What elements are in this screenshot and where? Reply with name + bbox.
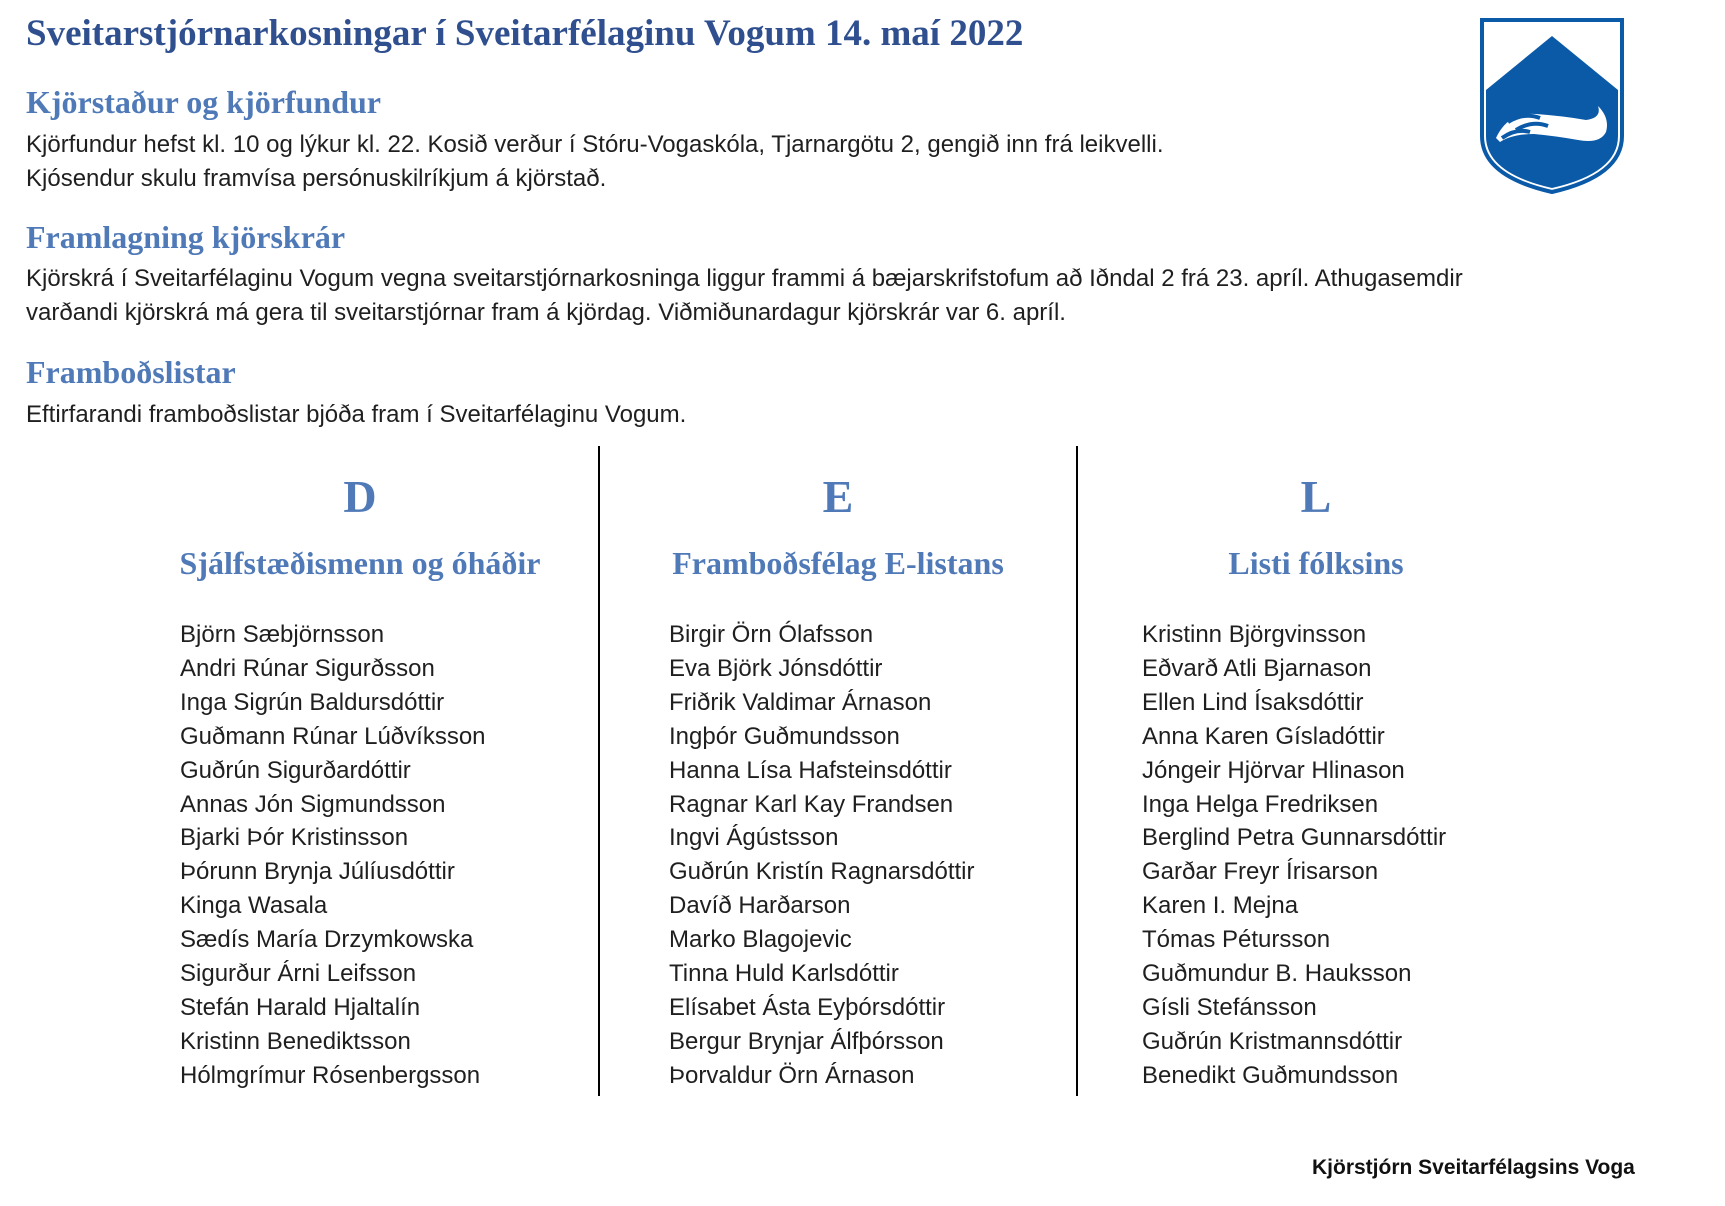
candidate-name: Björn Sæbjörnsson: [180, 621, 385, 648]
party-name-d: Sjálfstæðismenn og óháðir: [179, 545, 541, 581]
candidate-name: Friðrik Valdimar Árnason: [669, 688, 932, 716]
polling-text-line-2: Kjósendur skulu framvísa persónuskilríkjum á kjörstað.: [26, 165, 607, 192]
candidate-name: Karen I. Mejna: [1142, 892, 1299, 920]
section-heading-lists: Framboðslistar: [26, 354, 236, 390]
candidate-name: Þorvaldur Örn Árnason: [669, 1061, 915, 1089]
candidate-name: Eðvarð Atli Bjarnason: [1142, 654, 1372, 682]
register-text-line-1: Kjörskrá í Sveitarfélaginu Vogum vegna sveitarstjórnarkosninga liggur frammi á bæjarskrifstofum að Iðndal 2 frá 23. apríl. Athugasemdir: [26, 265, 1463, 292]
candidate-name: Ragnar Karl Kay Frandsen: [669, 790, 954, 818]
candidate-name: Tómas Pétursson: [1142, 926, 1331, 954]
column-divider-2: [1076, 446, 1078, 1096]
candidate-name: Berglind Petra Gunnarsdóttir: [1142, 824, 1447, 852]
candidate-name: Benedikt Guðmundsson: [1142, 1061, 1399, 1089]
candidate-name: Þórunn Brynja Júlíusdóttir: [180, 858, 455, 886]
candidate-name: Anna Karen Gísladóttir: [1142, 722, 1385, 750]
candidate-name: Garðar Freyr Írisarson: [1142, 858, 1379, 886]
column-divider-1: [598, 446, 600, 1096]
candidate-list-e: [669, 618, 974, 1093]
candidate-name: Tinna Huld Karlsdóttir: [669, 960, 899, 988]
candidate-name: Davíð Harðarson: [669, 892, 851, 920]
candidate-name: Jóngeir Hjörvar Hlinason: [1142, 756, 1405, 784]
candidate-name: Kinga Wasala: [180, 892, 328, 920]
candidate-name: Bjarki Þór Kristinsson: [180, 824, 409, 852]
candidate-name: Eva Björk Jónsdóttir: [669, 654, 883, 682]
candidate-name: Gísli Stefánsson: [1142, 993, 1317, 1021]
candidate-name: Annas Jón Sigmundsson: [180, 790, 446, 818]
register-text-line-2: varðandi kjörskrá má gera til sveitarstjórnar fram á kjördag. Viðmiðunardagur kjörskrár var 6. apríl.: [26, 299, 1066, 326]
candidate-name: Guðrún Kristmannsdóttir: [1142, 1027, 1403, 1055]
candidate-name: Sædís María Drzymkowska: [180, 926, 474, 954]
candidate-name: Bergur Brynjar Álfþórsson: [669, 1027, 944, 1055]
candidate-name: Ellen Lind Ísaksdóttir: [1142, 688, 1364, 716]
candidate-name: Guðmann Rúnar Lúðvíksson: [180, 722, 486, 750]
candidate-name: Birgir Örn Ólafsson: [669, 621, 874, 648]
page-title: Sveitarstjórnarkosningar í Sveitarfélaginu Vogum 14. maí 2022: [26, 13, 1024, 54]
party-name-l: Listi fólksins: [1228, 545, 1404, 581]
party-letter-d: D: [343, 471, 377, 522]
candidate-name: Hólmgrímur Rósenbergsson: [180, 1061, 481, 1089]
lists-intro-text: Eftirfarandi framboðslistar bjóða fram í Sveitarfélaginu Vogum.: [26, 401, 687, 428]
party-letter-l: L: [1300, 471, 1332, 522]
footer-signature: Kjörstjórn Sveitarfélagsins Voga: [1312, 1156, 1635, 1179]
party-name-e: Framboðsfélag E-listans: [672, 545, 1004, 581]
candidate-name: Ingþór Guðmundsson: [669, 722, 900, 750]
coat-of-arms-logo: [1478, 16, 1626, 196]
candidate-name: Kristinn Björgvinsson: [1142, 621, 1367, 648]
section-heading-polling: Kjörstaður og kjörfundur: [26, 84, 381, 120]
candidate-name: Marko Blagojevic: [669, 926, 852, 954]
candidate-name: Sigurður Árni Leifsson: [180, 960, 417, 988]
candidate-name: Ingvi Ágústsson: [669, 824, 839, 852]
candidate-name: Elísabet Ásta Eyþórsdóttir: [669, 993, 946, 1021]
candidate-name: Inga Helga Fredriksen: [1142, 790, 1379, 818]
section-heading-register: Framlagning kjörskrár: [26, 219, 346, 255]
candidate-list-l: [1142, 618, 1446, 1093]
candidate-name: Stefán Harald Hjaltalín: [180, 993, 421, 1021]
candidate-name: Guðrún Sigurðardóttir: [180, 756, 411, 784]
candidate-name: Andri Rúnar Sigurðsson: [180, 654, 435, 682]
candidate-name: Kristinn Benediktsson: [180, 1027, 411, 1055]
candidate-name: Inga Sigrún Baldursdóttir: [180, 688, 445, 716]
coat-of-arms-icon: [1478, 16, 1626, 196]
candidate-name: Guðrún Kristín Ragnarsdóttir: [669, 858, 975, 886]
party-letter-e: E: [822, 471, 854, 522]
candidate-list-d: [180, 618, 486, 1093]
polling-text-line-1: Kjörfundur hefst kl. 10 og lýkur kl. 22. Kosið verður í Stóru-Vogaskóla, Tjarnargötu 2, gengið inn frá leikvelli.: [26, 131, 1164, 158]
candidate-name: Hanna Lísa Hafsteinsdóttir: [669, 756, 952, 784]
candidate-name: Guðmundur B. Hauksson: [1142, 960, 1412, 988]
